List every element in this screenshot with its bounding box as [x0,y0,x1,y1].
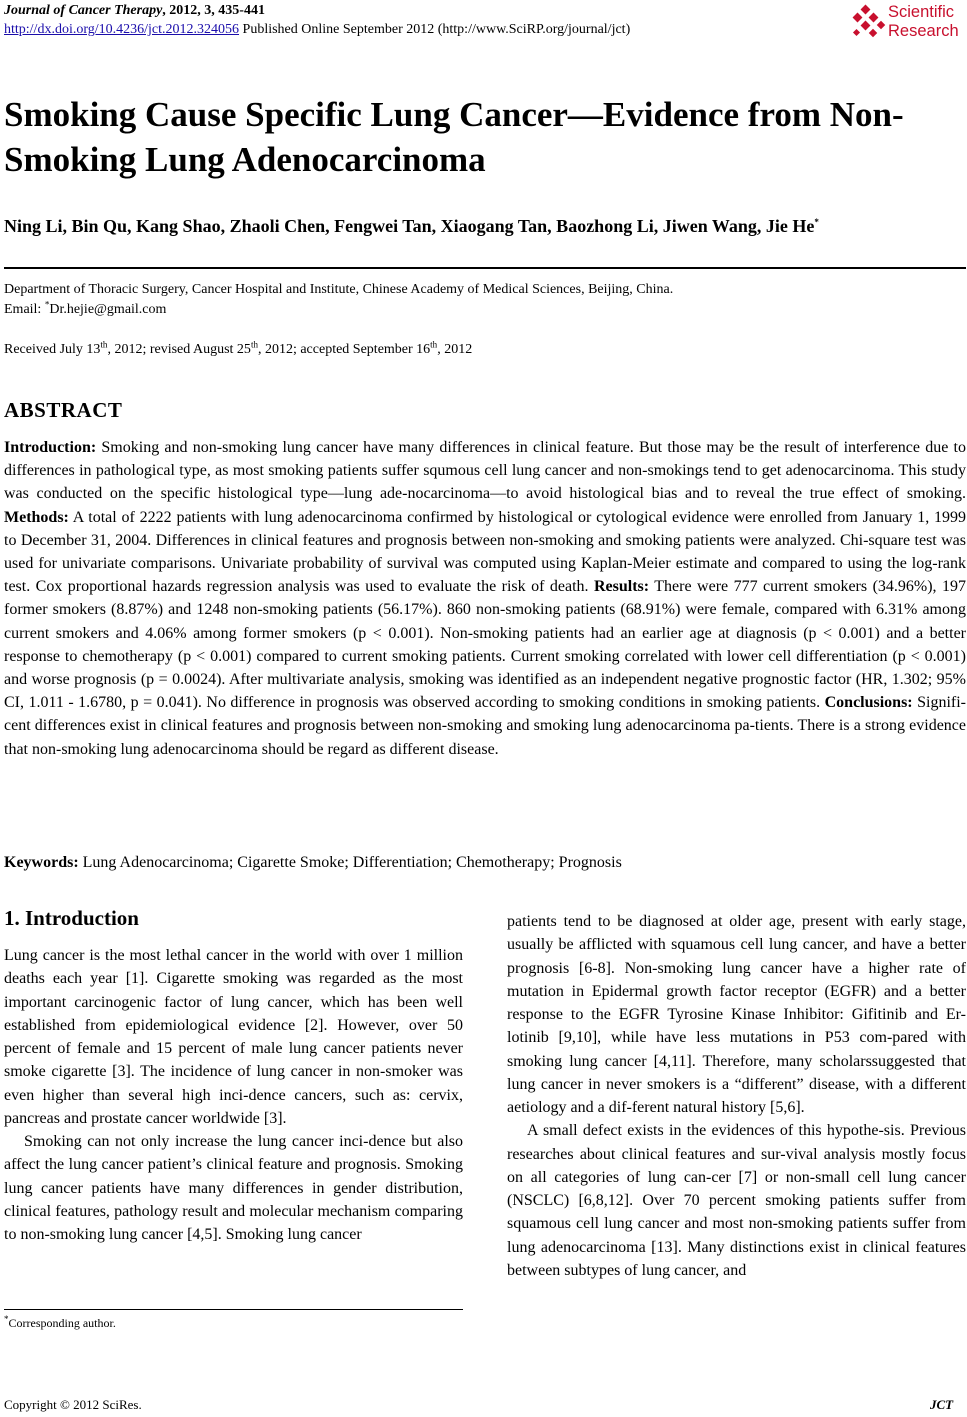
corresponding-mark: * [814,217,819,227]
paragraph: Smoking can not only increase the lung cancer inci-dence but also affect the lung cancer patient’s clinical feature and prognosis. Smoking lung cancer patients have many differences in gender distribution, clinical features, pathology result and molecular mechanism comparing to non-smoking lung cancer [4,5]. Smoking lung cancer [4,1133,463,1243]
doi-link[interactable]: http://dx.doi.org/10.4236/jct.2012.324056 [4,22,240,37]
scirp-logo-icon [848,4,886,42]
authors-text: Ning Li, Bin Qu, Kang Shao, Zhaoli Chen, Fengwei Tan, Xiaogang Tan, Baozhong Li, Jiwen Wang, Jie He [4,216,815,236]
accepted-text: , 2012; accepted September 16 [257,342,431,357]
accepted-sup: th [430,339,438,350]
methods-text: A total of 2222 patients with lung adenocarcinoma confirmed by histological or cytological evidence were enrolled from January 1, 1999 to December 31, 2004. Differences in clinical features and prognosis between non-smoking and smoking patients were analyzed. Chi-square test was used for univariate comparisons. Univariate probability of survival was computed using Kaplan-Meier estimate and compared to using the log-rank test. Cox proportional hazards regression analysis was used to evaluate the risk of death. [4,508,966,596]
logo-text-line1: Scientific [888,3,955,21]
keywords-label: Keywords: [4,854,79,871]
logo-text [888,3,959,41]
abstract-body [4,436,966,761]
affiliation-block [4,280,964,320]
doi-line [4,21,630,39]
abstract-heading: ABSTRACT [4,398,123,422]
footnote [4,1315,116,1331]
paragraph: Lung cancer is the most lethal cancer in the world with over 1 million deaths each year [1]. Cigarette smoking was regarded as the most important carcinogenic factor of lung cancer, which has been well established from epidemiological evidence [2]. However, over 50 percent of female and 15 percent of male lung cancer patients never smoke cigarette [3]. The incidence of lung cancer in non-smoker was even higher than several high inci-dence cancers, such as: cervix, pancreas and prostate cancer worldwide [3]. [4,947,463,1127]
section-heading-introduction: 1. Introduction [4,906,139,930]
journal-name: Journal of Cancer Therapy [4,3,163,18]
results-label: Results: [594,578,650,596]
footnote-mark: * [4,1314,9,1324]
accepted-year: , 2012 [437,342,473,357]
journal-abbreviation: JCT [930,1397,954,1412]
received-dates [4,340,472,360]
keywords-text: Lung Adenocarcinoma; Cigarette Smoke; Differentiation; Chemotherapy; Prognosis [78,854,622,871]
intro-text: Smoking and non-smoking lung cancer have many differences in clinical feature. But those may be the result of interference due to differences in pathological type, as most smoking patients suffer squmous cell lung cancer and non-smokings tend to get adenocarcinoma. This study was conducted on the specific histological type—lung ade-nocarcinoma—to avoid histological bias and to reveal the true effect of smoking. [4,439,966,503]
copyright-notice: Copyright © 2012 SciRes. [4,1397,142,1412]
title-rule [4,267,966,269]
left-column [4,944,463,1246]
journal-volume: , 2012, 3, 435-441 [162,3,265,18]
email-label: Email: [4,302,45,317]
author-list [4,213,954,239]
paper-title: Smoking Cause Specific Lung Cancer—Evidence from Non-Smoking Lung Adenocarcinoma [4,95,904,179]
received-text: Received July 13 [4,342,101,357]
footnote-rule [4,1309,463,1310]
received-sup: th [100,339,108,350]
published-note: Published Online September 2012 (http://www.SciRP.org/journal/jct) [239,22,631,37]
affiliation: Department of Thoracic Surgery, Cancer Hospital and Institute, Chinese Academy of Medical Sciences, Beijing, China. [4,282,674,297]
intro-label: Introduction: [4,439,97,456]
keywords-line [4,851,966,874]
logo-text-line2: Research [888,22,959,40]
journal-header [4,2,265,20]
conclusions-text: Signifi-cent differences exist in clinical features and prognosis between non-smoking and smoking lung adenocarcinoma pa-tients. There is a strong evidence that non-smoking lung adenocarcinoma should be regard as different disease. [4,694,967,758]
results-text: There were 777 current smokers (34.96%), 197 former smokers (8.87%) and 1248 non-smoking patients (56.17%). 860 non-smoking patients (68.91%) were female, compared with 6.31% among current smokers and 4.06% among former smokers (p < 0.001). Non-smoking patients had an earlier age at diagnosis (p < 0.001) and a better response to chemotherapy (p < 0.001) compared to current smoking patients. Current smoking correlated with lower cell differentiation (p < 0.001) and worse prognosis (p = 0.0024). After multivariate analysis, smoking was identified as an independent negative prognostic factor (HR, 1.302; 95% CI, 1.011 - 1.6780, p = 0.041). No difference in prognosis was observed according to smoking conditions in smoking patients. [4,578,967,712]
email-address[interactable]: Dr.hejie@gmail.com [49,302,167,317]
email-mark: * [44,299,50,310]
revised-text: , 2012; revised August 25 [107,342,251,357]
email-line [4,300,964,320]
revised-sup: th [250,339,258,350]
right-column [507,910,966,1282]
methods-label: Methods: [4,508,69,526]
conclusions-label: Conclusions: [824,694,913,712]
footnote-text: Corresponding author. [8,1316,116,1330]
publisher-logo [848,4,966,42]
paragraph: A small defect exists in the evidences of this hypothe-sis. Previous researches about clinical features and sur-vival analysis mostly focus on all categories of lung can-cer [7] or non-small cell lung cancer (NSCLC) [6,8,12]. Over 70 percent smoking patients suffer from squamous cell lung cancer and most non-smoking patients suffer from lung adenocarcinoma [13]. Many distinctions exist in clinical features between subtypes of lung cancer, and [507,1122,966,1279]
paragraph: patients tend to be diagnosed at older age, present with early stage, usually be afflicted with squamous cell lung cancer, and have a better prognosis [6-8]. Non-smoking lung cancer have a higher rate of mutation in Epidermal growth factor receptor (EGFR) and a better response to the EGFR Tyrosine Kinase Inhibitor: Gifitinib and Er-lotinib [9,10], while have less mutations in P53 com-pared with smoking lung cancer [4,11]. Therefore, many scholarssuggested that lung cancer in never smokers is a “different” disease, with a different aetiology and a dif-ferent natural history [5,6]. [507,913,966,1116]
